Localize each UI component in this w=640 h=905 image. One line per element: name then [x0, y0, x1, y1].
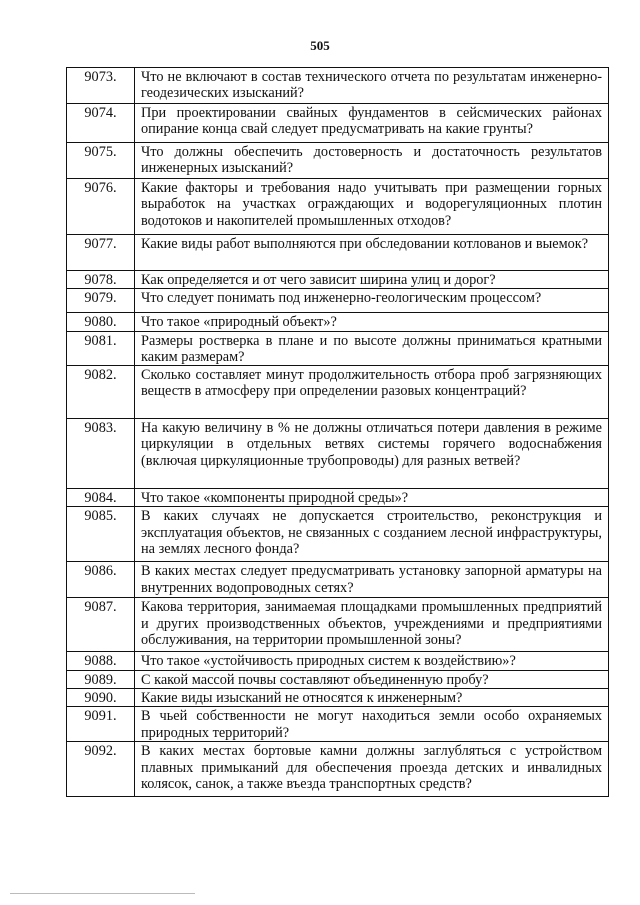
question-number: 9089. [67, 670, 135, 688]
question-number: 9088. [67, 652, 135, 670]
table-row [67, 143, 609, 179]
question-text: При проектировании свайных фундаментов в сейсмических районах опирание конца свай следует предусматривать на какие грунты? [135, 104, 609, 143]
question-number: 9083. [67, 419, 135, 489]
question-number: 9077. [67, 235, 135, 271]
table-row [67, 707, 609, 742]
table-row [67, 235, 609, 271]
question-number: 9082. [67, 366, 135, 419]
question-text: С какой массой почвы составляют объединенную пробу? [135, 670, 609, 688]
table-row [67, 562, 609, 598]
question-text: Что такое «устойчивость природных систем к воздействию»? [135, 652, 609, 670]
table-row [67, 598, 609, 652]
question-text: В чьей собственности не могут находиться земли особо охраняемых природных территорий? [135, 707, 609, 742]
question-text: Какие виды работ выполняются при обследовании котлованов и выемок? [135, 235, 609, 271]
question-number: 9084. [67, 489, 135, 507]
table-row [67, 489, 609, 507]
page-number: 505 [310, 38, 330, 53]
question-number: 9079. [67, 289, 135, 313]
question-number: 9078. [67, 271, 135, 289]
question-number: 9076. [67, 179, 135, 235]
table-row [67, 271, 609, 289]
table-row [67, 670, 609, 688]
table-row [67, 331, 609, 366]
question-number: 9092. [67, 742, 135, 797]
question-text: Какова территория, занимаемая площадками промышленных предприятий и других производственных объектов, учреждениями и предприятиями обслуживания, на территории промышленной зоны? [135, 598, 609, 652]
questions-table [66, 67, 609, 797]
question-number: 9073. [67, 68, 135, 104]
question-text: Размеры ростверка в плане и по высоте должны приниматься кратными каким размерам? [135, 331, 609, 366]
table-row [67, 289, 609, 313]
question-number: 9087. [67, 598, 135, 652]
table-row [67, 742, 609, 797]
table-row [67, 507, 609, 562]
question-number: 9081. [67, 331, 135, 366]
question-text: Что такое «природный объект»? [135, 313, 609, 331]
question-number: 9086. [67, 562, 135, 598]
table-row [67, 104, 609, 143]
question-text: В каких случаях не допускается строительство, реконструкция и эксплуатация объектов, не связанных с созданием лесной инфраструктуры, на землях лесного фонда? [135, 507, 609, 562]
footer-rule [10, 893, 195, 894]
table-row [67, 652, 609, 670]
question-text: Что должны обеспечить достоверность и достаточность результатов инженерных изысканий? [135, 143, 609, 179]
question-text: Что следует понимать под инженерно-геологическим процессом? [135, 289, 609, 313]
question-text: В каких местах следует предусматривать установку запорной арматуры на внутренних водопроводных сетях? [135, 562, 609, 598]
table-row [67, 179, 609, 235]
question-number: 9075. [67, 143, 135, 179]
question-text: Какие виды изысканий не относятся к инженерным? [135, 689, 609, 707]
table-row [67, 68, 609, 104]
question-number: 9090. [67, 689, 135, 707]
question-number: 9080. [67, 313, 135, 331]
question-text: Что такое «компоненты природной среды»? [135, 489, 609, 507]
question-text: На какую величину в % не должны отличаться потери давления в режиме циркуляции в отдельных ветвях системы горячего водоснабжения (включая циркуляционные трубопроводы) для разных ветвей? [135, 419, 609, 489]
question-text: Какие факторы и требования надо учитывать при размещении горных выработок на участках ограждающих и водорегуляционных плотин водотоков и накопителей промышленных отходов? [135, 179, 609, 235]
question-text: Что не включают в состав технического отчета по результатам инженерно-геодезических изысканий? [135, 68, 609, 104]
question-number: 9091. [67, 707, 135, 742]
table-row [67, 689, 609, 707]
question-text: Как определяется и от чего зависит ширина улиц и дорог? [135, 271, 609, 289]
question-number: 9074. [67, 104, 135, 143]
question-text: Сколько составляет минут продолжительность отбора проб загрязняющих веществ в атмосферу при определении разовых концентраций? [135, 366, 609, 419]
question-number: 9085. [67, 507, 135, 562]
question-text: В каких местах бортовые камни должны заглубляться с устройством плавных примыканий для обеспечения проезда детских и инвалидных колясок, санок, а также въезда транспортных средств? [135, 742, 609, 797]
table-row [67, 313, 609, 331]
table-row [67, 419, 609, 489]
table-row [67, 366, 609, 419]
